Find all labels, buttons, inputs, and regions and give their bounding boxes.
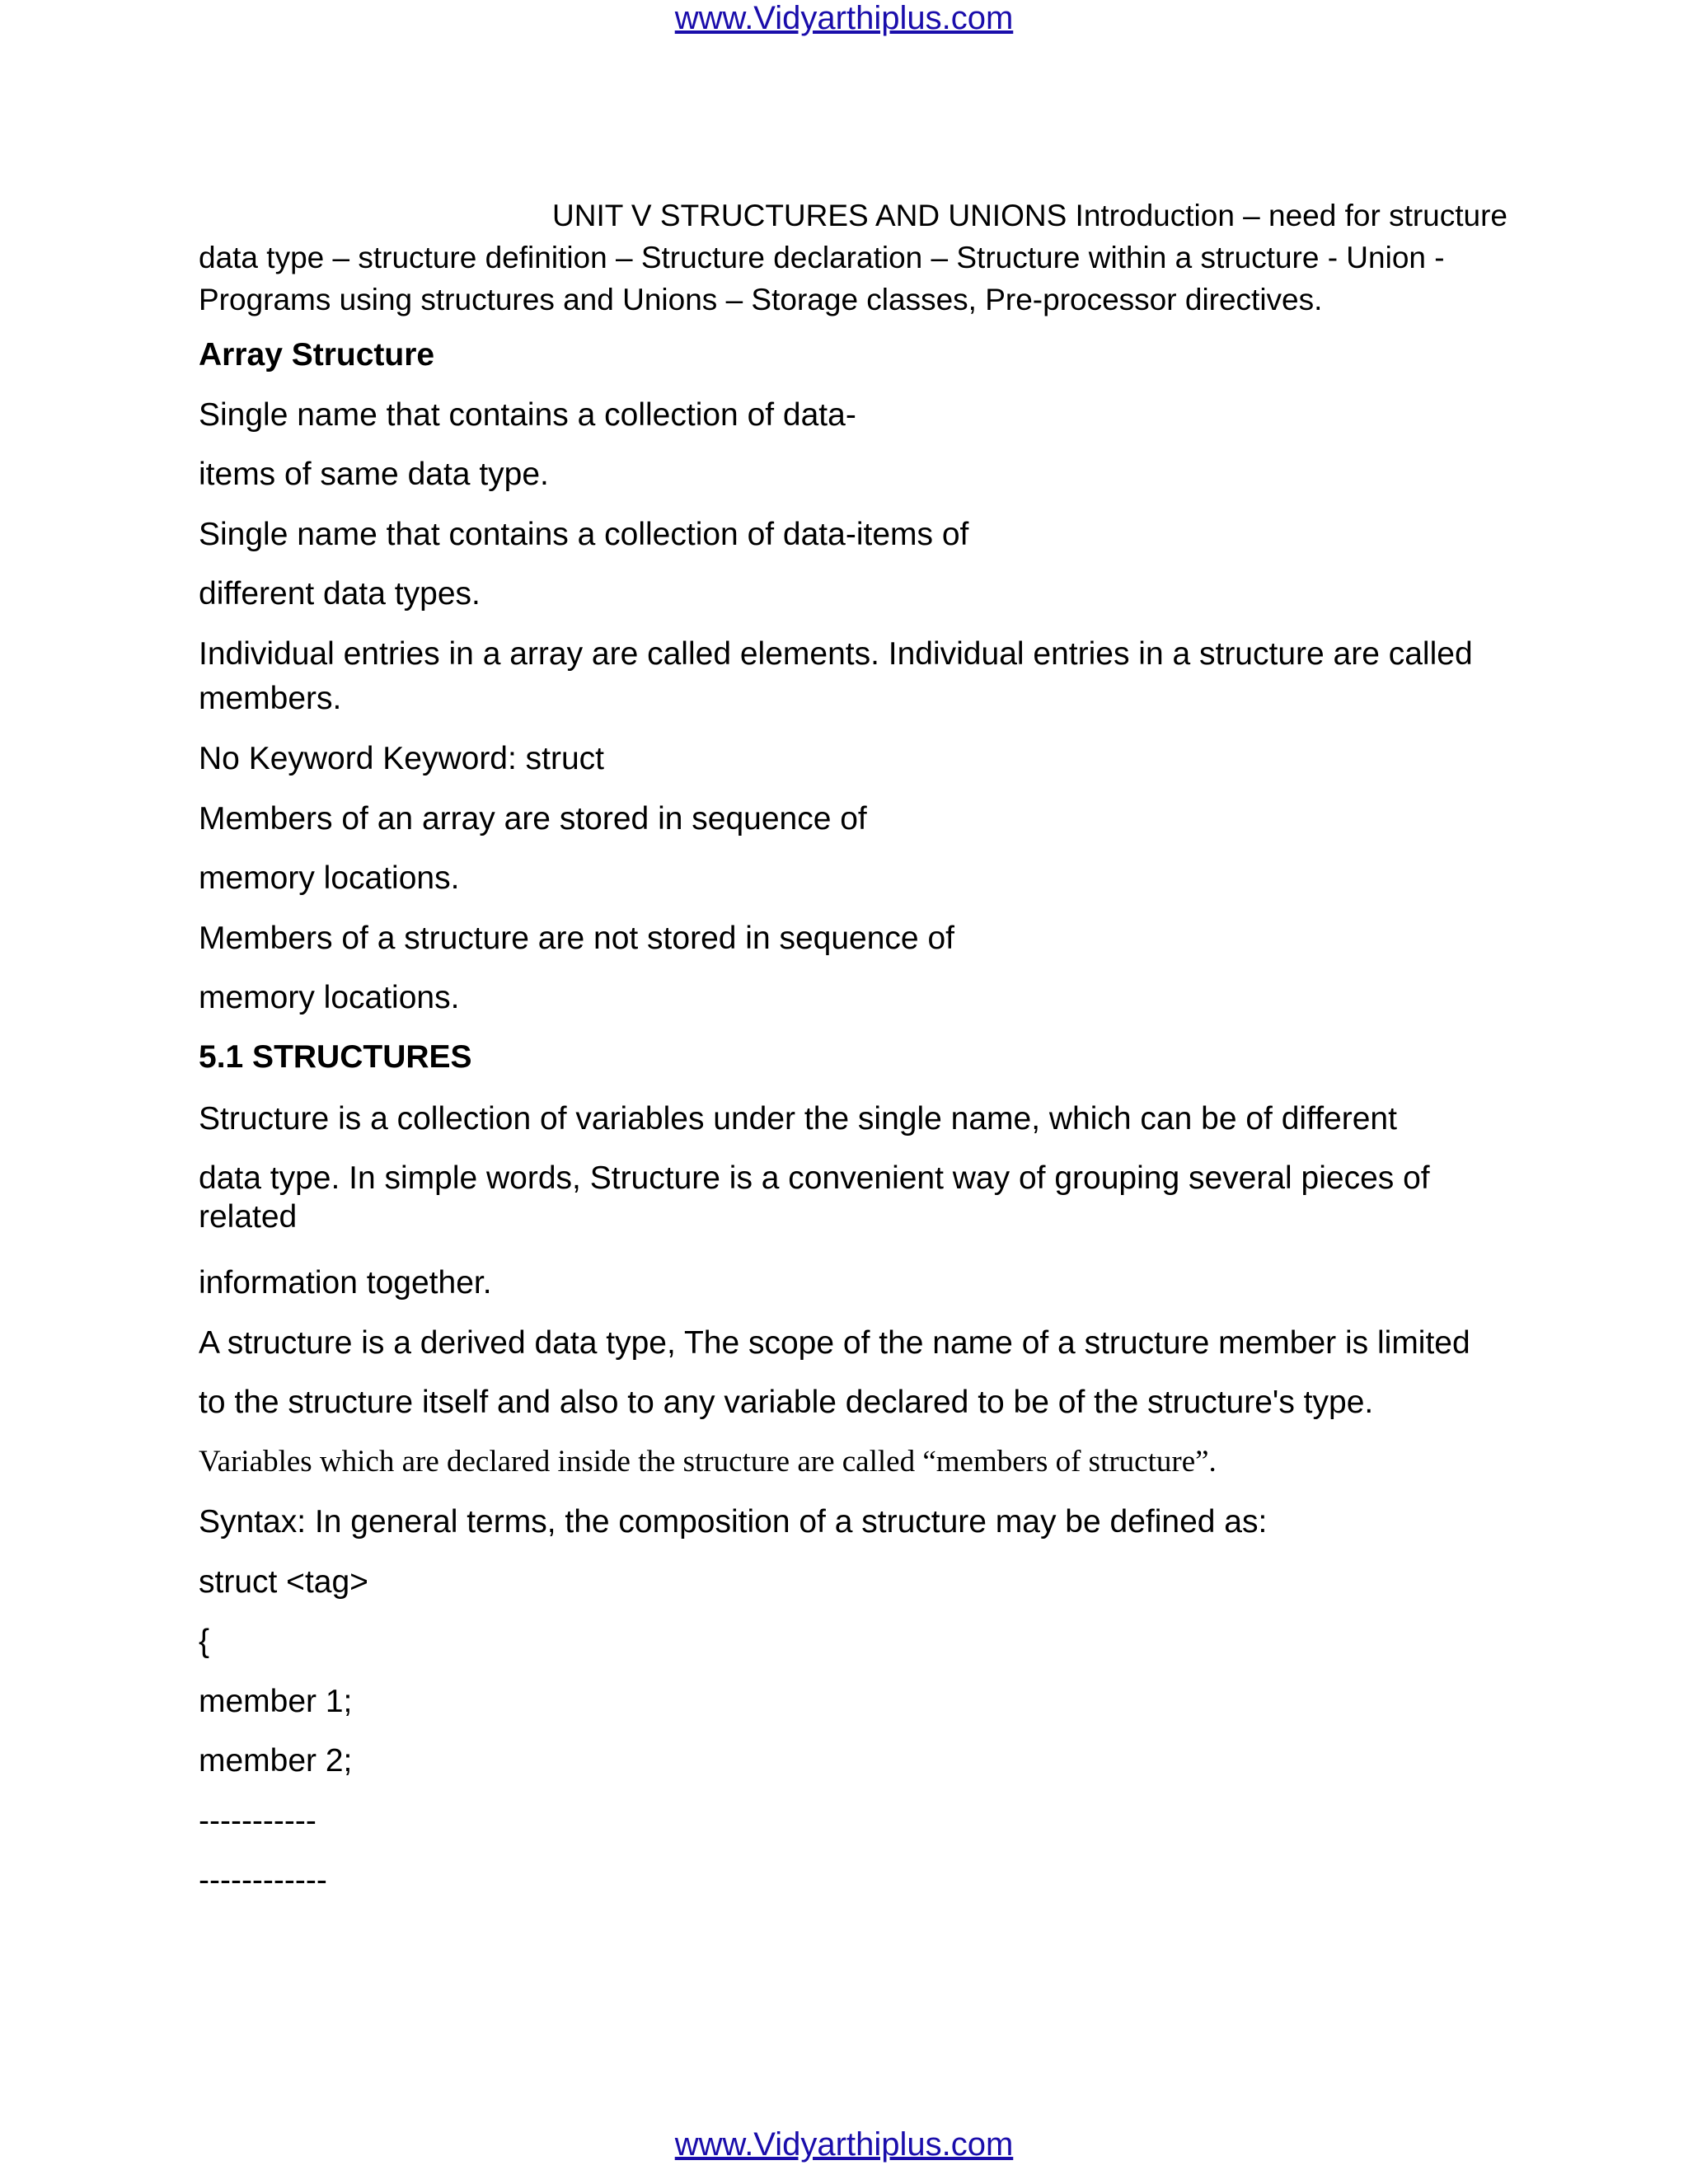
- text-line: to the structure itself and also to any variable declared to be of the structure's type.: [199, 1385, 1374, 1420]
- text-line: Individual entries in a array are called elements. Individual entries in a structure are called: [199, 636, 1473, 672]
- text-line: information together.: [199, 1265, 492, 1301]
- code-line: member 1;: [199, 1684, 353, 1719]
- text-line-serif: Variables which are declared inside the structure are called “members of structure”.: [199, 1445, 1217, 1479]
- text-line: members.: [199, 681, 342, 716]
- structures-heading: 5.1 STRUCTURES: [199, 1039, 472, 1075]
- code-line: {: [199, 1624, 210, 1659]
- text-line: memory locations.: [199, 860, 460, 896]
- text-line: No Keyword Keyword: struct: [199, 741, 605, 776]
- text-line: Members of a structure are not stored in sequence of: [199, 921, 954, 956]
- text-line: Single name that contains a collection of data-: [199, 397, 856, 433]
- header-site-link[interactable]: www.Vidyarthiplus.com: [674, 0, 1014, 36]
- text-line: items of same data type.: [199, 457, 549, 492]
- text-line: Members of an array are stored in sequence of: [199, 801, 867, 837]
- code-line: member 2;: [199, 1743, 353, 1779]
- text-line: Single name that contains a collection of data-items of: [199, 517, 969, 552]
- text-line: data type. In simple words, Structure is a convenient way of grouping several pieces of: [199, 1160, 1430, 1196]
- text-line: related: [199, 1199, 298, 1235]
- text-line: memory locations.: [199, 980, 460, 1015]
- syntax-line: Syntax: In general terms, the composition of a structure may be defined as:: [199, 1504, 1268, 1540]
- unit-intro-text: UNIT V STRUCTURES AND UNIONS Introduction – need for structure data type – structure definition – Structure declaration – Structure within a structure - Union - Programs using structures and Unions – Storage classes, Pre-processor directives.: [199, 199, 1508, 316]
- text-line: A structure is a derived data type, The scope of the name of a structure member is limited: [199, 1325, 1470, 1361]
- code-line: -----------: [199, 1803, 316, 1839]
- footer-site-link[interactable]: www.Vidyarthiplus.com: [674, 2126, 1014, 2163]
- unit-intro-paragraph: [199, 194, 1526, 321]
- text-line: Structure is a collection of variables under the single name, which can be of different: [199, 1101, 1397, 1137]
- code-line: struct <tag>: [199, 1564, 368, 1600]
- array-structure-heading: Array Structure: [199, 337, 435, 373]
- code-line: ------------: [199, 1863, 327, 1898]
- text-line: different data types.: [199, 576, 481, 612]
